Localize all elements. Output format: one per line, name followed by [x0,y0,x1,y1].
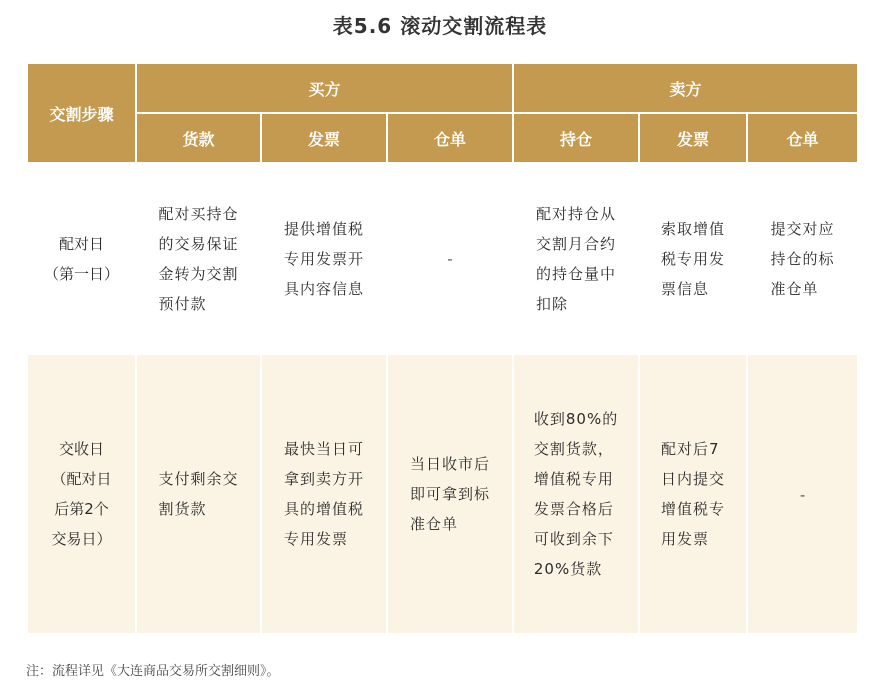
header-seller-position: 持仓 [513,113,639,163]
cell-line: 具的增值税 [283,500,364,518]
cell-line: 准仓单 [410,515,459,533]
cell-line: 发票合格后 [533,500,614,518]
cell-line: 金转为交割 [158,264,239,283]
step-line: 交易日） [51,530,112,548]
cell-line: 20%货款 [533,560,603,578]
footnote: 注：流程详见《大连商品交易所交割细则》。 [26,664,280,679]
cell-buyer-invoice [261,354,387,634]
step-cell [27,354,136,634]
step-line: 后第2个 [54,500,109,518]
table-title: 表5.6 滚动交割流程表 [332,14,548,38]
cell-line: 索取增值 [661,219,726,238]
cell-line: 增值税专 [661,500,726,518]
cell-seller-invoice [639,163,747,354]
header-seller-warehouse-receipt: 仓单 [747,113,858,163]
cell-line: 交割月合约 [536,234,617,253]
cell-seller-invoice [639,354,747,634]
cell-line: 配对后7 [661,440,720,458]
header-buyer-payment: 货款 [136,113,261,163]
header-buyer-warehouse-receipt: 仓单 [387,113,513,163]
cell-line: 交割货款， [533,440,614,458]
header-seller: 卖方 [513,63,858,113]
cell-line: 的交易保证 [158,234,239,253]
cell-line: 配对买持仓 [158,204,239,223]
empty-dash: - [799,485,806,504]
cell-buyer-payment [136,354,261,634]
step-line: （第一日） [43,264,119,283]
header-buyer-invoice: 发票 [261,113,387,163]
cell-buyer-warehouse-receipt [387,163,513,354]
cell-line: 拿到卖方开 [283,470,364,488]
step-line: 配对日 [58,234,104,253]
cell-line: 收到80%的 [533,410,619,428]
cell-buyer-warehouse-receipt [387,354,513,634]
cell-line: 专用发票开 [283,249,364,268]
cell-buyer-payment [136,163,261,354]
cell-seller-warehouse-receipt [747,354,858,634]
cell-line: 最快当日可 [283,440,364,458]
cell-line: 提供增值税 [283,219,364,238]
table-row [27,354,858,634]
cell-seller-warehouse-receipt [747,163,858,354]
header-step: 交割步骤 [27,63,136,163]
delivery-process-table [26,62,859,635]
header-buyer: 买方 [136,63,513,113]
cell-line: 持仓的标 [770,249,835,268]
cell-buyer-invoice [261,163,387,354]
step-line: 交收日 [58,440,104,458]
cell-line: 即可拿到标 [410,485,491,503]
cell-line: 的持仓量中 [536,264,617,283]
cell-line: 支付剩余交 [158,470,239,488]
header-seller-invoice: 发票 [639,113,747,163]
cell-seller-position [513,163,639,354]
cell-line: 增值税专用 [533,470,614,488]
cell-line: 具内容信息 [283,279,364,298]
cell-line: 提交对应 [770,219,835,238]
cell-line: 专用发票 [283,530,348,548]
step-line: （配对日 [51,470,112,488]
table-row [27,163,858,354]
cell-line: 可收到余下 [533,530,614,548]
cell-line: 预付款 [158,294,207,313]
cell-line: 税专用发 [661,249,726,268]
cell-line: 用发票 [661,530,710,548]
cell-line: 配对持仓从 [536,204,617,223]
step-cell [27,163,136,354]
cell-line: 日内提交 [661,470,726,488]
cell-seller-position [513,354,639,634]
cell-line: 当日收市后 [410,455,491,473]
empty-dash: - [447,250,453,268]
cell-line: 票信息 [661,279,710,298]
cell-line: 割货款 [158,500,207,518]
cell-line: 扣除 [536,294,569,313]
cell-line: 准仓单 [770,279,819,298]
